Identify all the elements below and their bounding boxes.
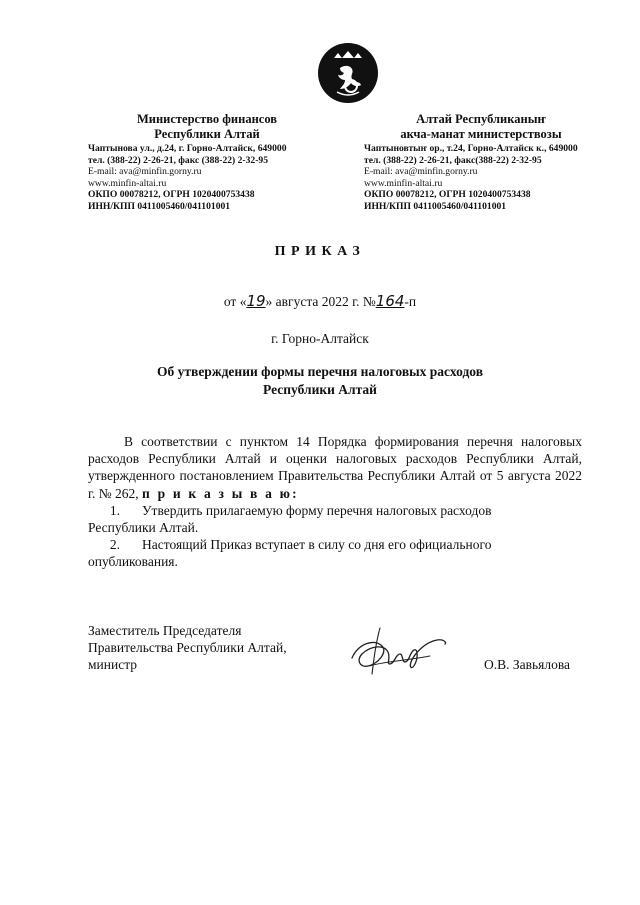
list-item-number: 2. — [109, 537, 120, 553]
list-item — [88, 502, 582, 519]
order-word: п р и к а з ы в а ю: — [142, 485, 299, 501]
right-phone: тел. (388-22) 2-26-21, факс(388-22) 2-32-95 — [364, 154, 542, 166]
subject-line1: Об утверждении формы перечня налоговых расходов — [157, 364, 483, 379]
date-prefix: от « — [223, 294, 247, 309]
left-okpo: ОКПО 00078212, ОГРН 1020400753438 — [88, 189, 255, 200]
list-item-continuation: Республики Алтай. — [88, 520, 199, 536]
signatory-name: О.В. Завьялова — [484, 657, 571, 672]
preamble-paragraph — [88, 433, 582, 502]
list-item-continuation: опубликования. — [88, 554, 178, 570]
order-body — [88, 433, 582, 571]
right-inn: ИНН/КПП 0411005460/041101001 — [364, 200, 507, 212]
list-item-number: 1. — [109, 502, 120, 518]
coat-of-arms-emblem — [317, 42, 379, 104]
left-website: www.minfin-altai.ru — [88, 177, 167, 189]
document-title: ПРИКАЗ — [274, 244, 366, 259]
left-org-name-line1: Министерство финансов — [136, 112, 278, 126]
right-okpo: ОКПО 00078212, ОГРН 1020400753438 — [364, 189, 531, 200]
left-phone: тел. (388-22) 2-26-21, факс (388-22) 2-32-95 — [88, 154, 269, 166]
left-organization-name — [88, 112, 326, 142]
order-subject — [120, 363, 520, 399]
position-line3: министр — [88, 657, 138, 673]
list-item-first-line: Утвердить прилагаемую форму перечня налоговых расходов — [142, 502, 492, 518]
left-contacts-block — [88, 143, 338, 212]
handwritten-signature — [340, 618, 470, 688]
right-organization-name — [362, 112, 600, 142]
left-email: E-mail: ava@minfin.gorny.ru — [88, 166, 202, 177]
left-address: Чаптынова ул., д.24, г. Горно-Алтайск, 649000 — [88, 143, 287, 154]
handwritten-number: 164 — [375, 292, 405, 310]
left-inn: ИНН/КПП 0411005460/041101001 — [88, 200, 231, 212]
position-line2: Правительства Республики Алтай, — [88, 640, 287, 656]
number-suffix: -п — [404, 294, 417, 309]
date-middle: » августа 2022 г. № — [265, 294, 376, 309]
signatory-position — [88, 622, 348, 674]
subject-line2: Республики Алтай — [263, 382, 377, 397]
order-date-line — [0, 292, 640, 310]
right-org-name-line1: Алтай Республиканыҥ — [416, 112, 546, 126]
position-line1: Заместитель Председателя — [88, 623, 242, 638]
order-city: г. Горно-Алтайск — [271, 331, 369, 346]
right-address: Чаптыновтыҥ ор., т.24, Горно-Алтайск к., 649000 — [364, 143, 578, 154]
handwritten-day: 19 — [246, 292, 266, 310]
preamble-text: В соответствии с пунктом 14 Порядка формирования перечня налоговых расходов Республики Алтай и оценки налоговых расходов Республики Алтай, утвержденного постановлением Правительства Республики Алтай от 5 августа 2022 г. № 262, — [88, 434, 582, 501]
left-org-name-line2: Республики Алтай — [154, 127, 260, 141]
right-contacts-block — [364, 143, 614, 212]
right-org-name-line2: акча-манат министерствозы — [400, 127, 562, 141]
list-item-first-line: Настоящий Приказ вступает в силу со дня его официального — [142, 537, 492, 553]
list-item — [88, 536, 582, 553]
right-email: E-mail: ava@minfin.gorny.ru — [364, 166, 478, 177]
right-website: www.minfin-altai.ru — [364, 177, 443, 189]
